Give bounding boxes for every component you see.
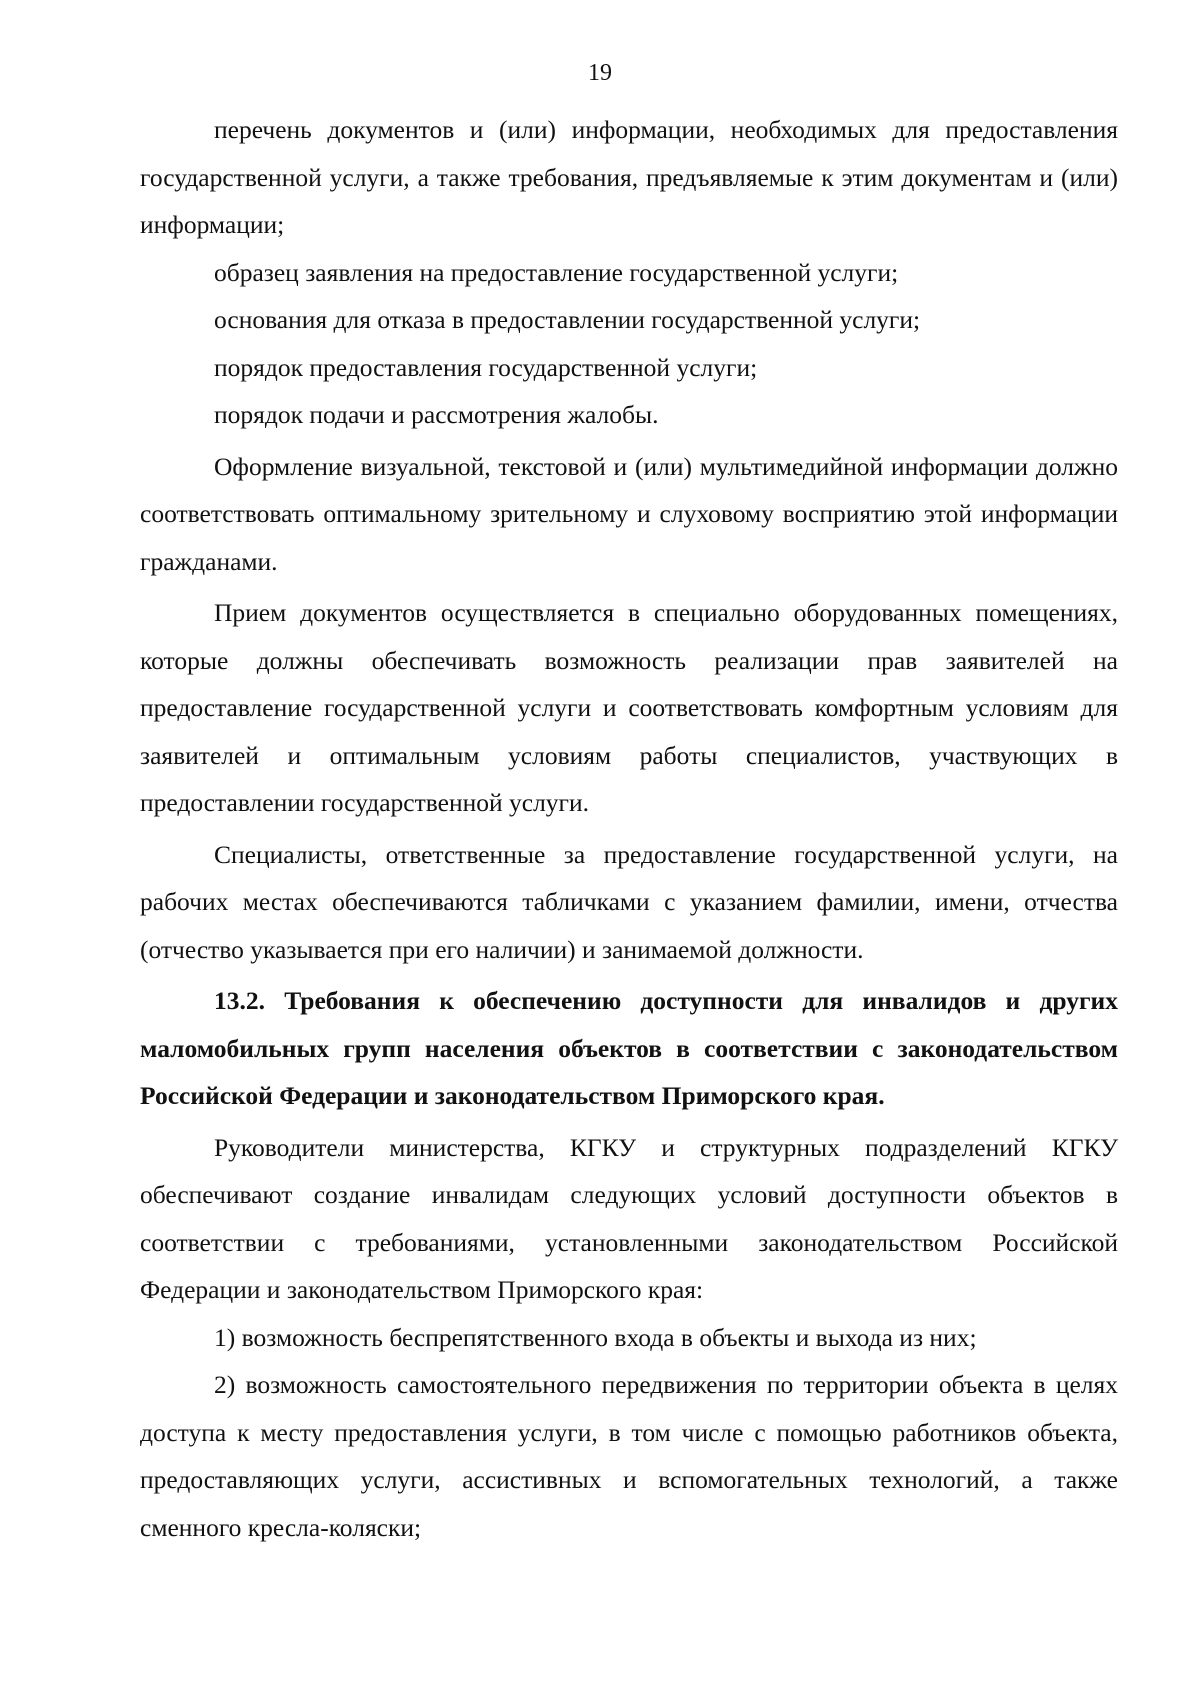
- paragraph-application-sample: образец заявления на предоставление государственной услуги;: [214, 257, 899, 287]
- page-number: 19: [588, 60, 612, 86]
- paragraph-refusal-grounds: основания для отказа в предоставлении государственной услуги;: [214, 305, 921, 334]
- document-body: [140, 106, 1118, 1551]
- paragraph-managers-provide: Руководители министерства, КГКУ и структурных подразделений КГКУ обеспечивают создание инвалидам следующих условий доступности объектов в соответствии с требованиями, установленными законодательством Российской Федерации и законодательством Приморского края:: [140, 1132, 1118, 1304]
- list-item-1: 1) возможность беспрепятственного входа в объекты и выхода из них;: [214, 1322, 977, 1352]
- paragraph-complaint-procedure: порядок подачи и рассмотрения жалобы.: [214, 400, 659, 429]
- paragraph-specialists: Специалисты, ответственные за предоставление государственной услуги, на рабочих местах обеспечиваются табличками с указанием фамилии, имени, отчества (отчество указывается при его наличии) и занимаемой должности.: [140, 839, 1118, 964]
- section-heading-13-2: 13.2. Требования к обеспечению доступности для инвалидов и других маломобильных групп населения объектов в соответствии с законодательством Российской Федерации и законодательством Приморского края.: [140, 986, 1118, 1110]
- list-item-2: 2) возможность самостоятельного передвижения по территории объекта в целях доступа к месту предоставления услуги, в том числе с помощью работников объекта, предоставляющих услуги, ассистивных и вспомогательных технологий, а также сменного кресла-коляски;: [140, 1370, 1118, 1542]
- paragraph-document-reception: Прием документов осуществляется в специально оборудованных помещениях, которые должны обеспечивать возможность реализации прав заявителей на предоставление государственной услуги и соответствовать комфортным условиям для заявителей и оптимальным условиям работы специалистов, участвующих в предоставлении государственной услуги.: [140, 598, 1118, 817]
- paragraph-documents-list: перечень документов и (или) информации, необходимых для предоставления государственной услуги, а также требования, предъявляемые к этим документам и (или) информации;: [140, 115, 1118, 239]
- paragraph-visual-information: Оформление визуальной, текстовой и (или) мультимедийной информации должно соответствовать оптимальному зрительному и слуховому восприятию этой информации гражданами.: [140, 451, 1118, 576]
- paragraph-service-procedure: порядок предоставления государственной услуги;: [214, 352, 758, 382]
